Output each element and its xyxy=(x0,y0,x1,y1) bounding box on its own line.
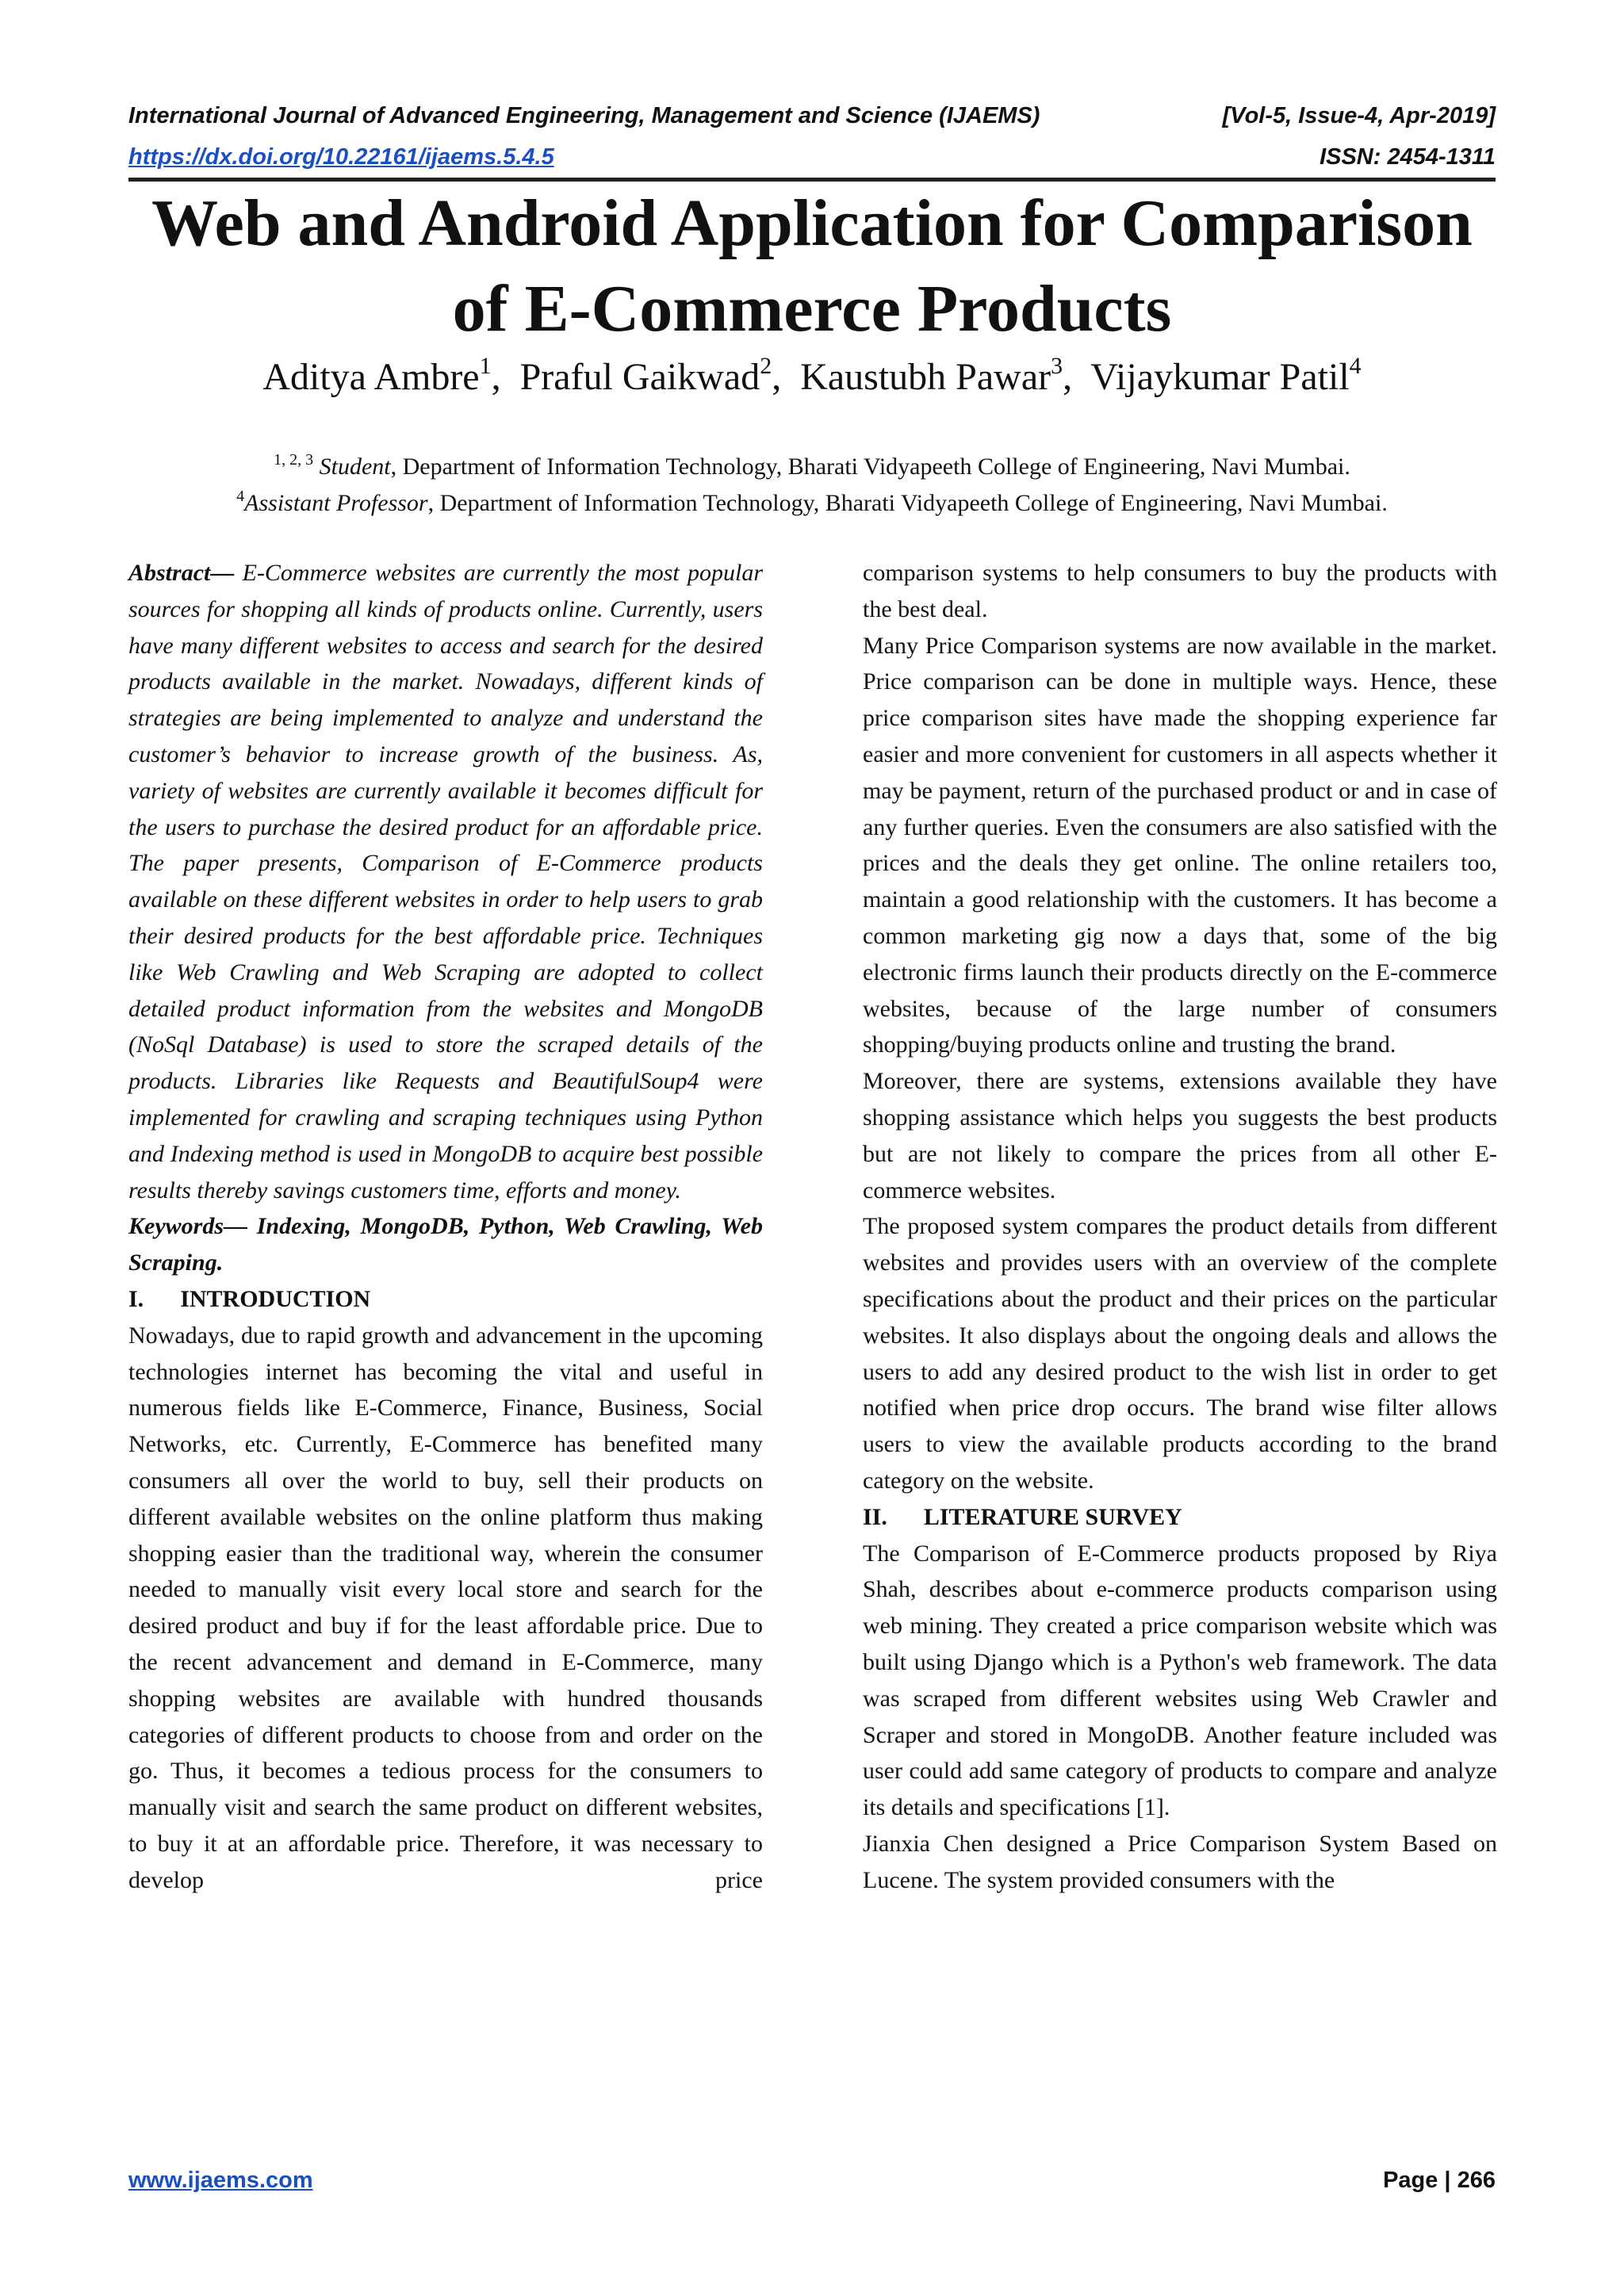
abstract-label: Abstract— xyxy=(128,560,235,586)
section-heading-introduction xyxy=(128,1281,763,1318)
section-title: LITERATURE SURVEY xyxy=(923,1503,1182,1530)
abstract xyxy=(128,555,763,1208)
paragraph: The proposed system compares the product details from different websites and provides users with an overview of the complete specifications about the product and their prices on the particular websites. It also displays about the ongoing deals and allows the users to add any desired product to the wish list in order to get notified when price drop occurs. The brand wise filter allows users to view the available products according to the brand category on the website. xyxy=(863,1213,1497,1494)
section-title: INTRODUCTION xyxy=(180,1285,371,1312)
section-number: I. xyxy=(128,1285,144,1312)
affiliation-mark: 4 xyxy=(236,488,245,505)
paragraph-continued: comparison systems to help consumers to buy the products with the best deal. xyxy=(863,560,1497,622)
page-footer xyxy=(128,2164,1496,2196)
affiliation-role: Assistant Professor xyxy=(244,490,428,516)
left-column xyxy=(128,555,763,1898)
keywords-text: Indexing, MongoDB, Python, Web Crawling, Web Scraping. xyxy=(128,1213,763,1276)
section-heading-literature-survey xyxy=(863,1499,1497,1536)
paragraph: Moreover, there are systems, extensions available they have shopping assistance which helps you suggests the best products but are not likely to compare the prices from all other E-commerce websites. xyxy=(863,1068,1497,1203)
affiliation-role: Student xyxy=(319,453,391,480)
author-list: Aditya Ambre$^1$, Praful Gaikwad$^2$, Kaustubh Pawar$^3$, Vijaykumar Patil$^4$ xyxy=(262,353,1362,398)
volume-issue: [Vol-5, Issue-4, Apr-2019] xyxy=(1222,103,1496,128)
keywords xyxy=(128,1208,763,1281)
title-line-1: Web and Android Application for Comparison xyxy=(151,186,1473,260)
paper-title xyxy=(95,181,1529,352)
paragraph: Nowadays, due to rapid growth and advancement in the upcoming technologies internet has becoming the vital and useful in numerous fields like E-Commerce, Finance, Business, Social Networks, etc. Currently, E-Commerce has benefited many consumers all over the world to buy, sell their products on different available websites on the online platform thus making shopping easier than the traditional way, wherein the consumer needed to manually visit every local store and search for the desired product and buy if for the least affordable price. Due to the recent advancement and demand in E-Commerce, many shopping websites are available with hundred thousands categories of different products to choose from and order on the go. Thus, it becomes a tedious process for the consumers to manually visit and search the same product on different websites, to buy it at an affordable price. Therefore, it was necessary to develop price xyxy=(128,1322,763,1893)
affiliation-mark: 1, 2, 3 xyxy=(274,451,314,469)
author-name: Kaustubh Pawar xyxy=(800,356,1051,398)
affiliation-text: , Department of Information Technology, Bharati Vidyapeeth College of Engineering, Navi Mumbai. xyxy=(427,490,1388,516)
title-line-2: of E-Commerce Products xyxy=(452,272,1172,346)
author-affiliation-mark: 1 xyxy=(479,353,492,379)
author-affiliation-mark: 2 xyxy=(760,353,772,379)
keywords-label: Keywords— xyxy=(128,1213,247,1240)
author-affiliation-mark: 3 xyxy=(1051,353,1063,379)
affiliation-students xyxy=(95,449,1529,485)
page-number: Page | 266 xyxy=(1383,2168,1496,2193)
abstract-text: E-Commerce websites are currently the most popular sources for shopping all kinds of products online. Currently, users have many different websites to access and search for the desired products available in the market. Nowadays, different kinds of strategies are being implemented to analyze and understand the customer’s behavior to increase growth of the business. As, variety of websites are currently available it becomes difficult for the users to purchase the desired product for an affordable price. The paper presents, Comparison of E-Commerce products available on these different websites in order to help users to grab their desired products for the best affordable price. Techniques like Web Crawling and Web Scraping are adopted to collect detailed product information from the websites and MongoDB (NoSql Database) is used to store the scraped details of the products. Libraries like Requests and BeautifulSoup4 were implemented for crawling and scraping techniques using Python and Indexing method is used in MongoDB to acquire best possible results thereby savings customers time, efforts and money. xyxy=(128,560,763,1203)
author-name: Vijaykumar Patil xyxy=(1090,356,1350,398)
paragraph: Many Price Comparison systems are now available in the market. Price comparison can be done in multiple ways. Hence, these price comparison sites have made the shopping experience far easier and more convenient for customers in all aspects whether it may be payment, return of the purchased product or and in case of any further queries. Even the consumers are also satisfied with the prices and the deals they get online. The online retailers too, maintain a good relationship with the customers. It has become a common marketing gig now a days that, some of the big electronic firms launch their products directly on the E-commerce websites, because of the large number of consumers shopping/buying products online and trusting the brand. xyxy=(863,632,1497,1058)
right-column xyxy=(863,555,1497,1898)
paragraph: Jianxia Chen designed a Price Comparison System Based on Lucene. The system provided consumers with the xyxy=(863,1830,1497,1893)
journal-name: International Journal of Advanced Engineering, Management and Science (IJAEMS) xyxy=(128,103,1040,128)
author-affiliation-mark: 4 xyxy=(1349,353,1362,379)
issn: ISSN: 2454-1311 xyxy=(1320,144,1496,170)
doi-link[interactable]: https://dx.doi.org/10.22161/ijaems.5.4.5 xyxy=(128,144,554,170)
journal-website-link[interactable]: www.ijaems.com xyxy=(128,2168,313,2193)
author-name: Aditya Ambre xyxy=(262,356,480,398)
section-number: II. xyxy=(863,1503,887,1530)
paragraph: The Comparison of E-Commerce products proposed by Riya Shah, describes about e-commerce products comparison using web mining. They created a price comparison website which was built using Django which is a Python's web framework. The data was scraped from different websites using Web Crawler and Scraper and stored in MongoDB. Another feature included was user could add same category of products to compare and analyze its details and specifications [1]. xyxy=(863,1540,1497,1821)
author-name: Praful Gaikwad xyxy=(519,356,760,398)
affiliation-professor xyxy=(95,485,1529,522)
affiliation-text: , Department of Information Technology, Bharati Vidyapeeth College of Engineering, Navi Mumbai. xyxy=(390,453,1350,480)
